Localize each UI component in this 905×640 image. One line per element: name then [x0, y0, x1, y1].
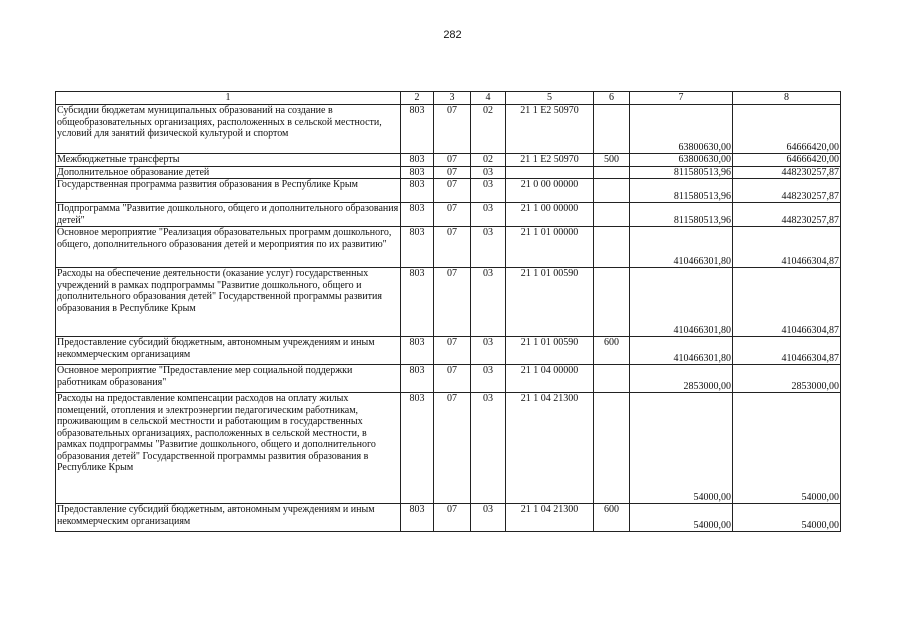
row-name: Государственная программа развития образования в Республике Крым [56, 179, 401, 203]
row-col8: 2853000,00 [733, 365, 841, 393]
row-col2: 803 [401, 393, 434, 504]
row-col5: 21 0 00 00000 [506, 179, 594, 203]
row-col8: 410466304,87 [733, 337, 841, 365]
row-col7: 54000,00 [630, 393, 733, 504]
row-col6 [594, 393, 630, 504]
row-col2: 803 [401, 179, 434, 203]
column-number: 4 [471, 92, 506, 105]
column-number: 7 [630, 92, 733, 105]
row-name: Предоставление субсидий бюджетным, автономным учреждениям и иным некоммерческим организациям [56, 504, 401, 532]
row-col7: 54000,00 [630, 504, 733, 532]
row-col2: 803 [401, 365, 434, 393]
row-col3: 07 [434, 393, 471, 504]
row-name: Межбюджетные трансферты [56, 154, 401, 167]
budget-table-body [56, 92, 841, 532]
row-col8: 410466304,87 [733, 227, 841, 268]
row-col5: 21 1 04 21300 [506, 393, 594, 504]
row-col4: 03 [471, 179, 506, 203]
table-row [56, 166, 841, 179]
row-col2: 803 [401, 504, 434, 532]
row-name: Подпрограмма "Развитие дошкольного, общего и дополнительного образования детей" [56, 203, 401, 227]
row-col5: 21 1 E2 50970 [506, 154, 594, 167]
row-col8: 64666420,00 [733, 154, 841, 167]
row-col6 [594, 227, 630, 268]
row-col5: 21 1 00 00000 [506, 203, 594, 227]
column-number: 3 [434, 92, 471, 105]
row-name: Субсидии бюджетам муниципальных образований на создание в общеобразовательных организациях, расположенных в сельской местности, условий для занятий физической культурой и спортом [56, 105, 401, 154]
row-col5: 21 1 01 00590 [506, 268, 594, 337]
row-col8: 448230257,87 [733, 203, 841, 227]
row-col7: 811580513,96 [630, 203, 733, 227]
table-row [56, 365, 841, 393]
row-col6 [594, 203, 630, 227]
row-col3: 07 [434, 179, 471, 203]
row-col6: 600 [594, 504, 630, 532]
budget-table [55, 91, 841, 532]
row-col4: 03 [471, 203, 506, 227]
table-row [56, 504, 841, 532]
column-number: 6 [594, 92, 630, 105]
row-col5: 21 1 04 00000 [506, 365, 594, 393]
row-col5: 21 1 04 21300 [506, 504, 594, 532]
row-col2: 803 [401, 105, 434, 154]
row-col2: 803 [401, 154, 434, 167]
row-col7: 63800630,00 [630, 105, 733, 154]
row-name: Основное мероприятие "Предоставление мер социальной поддержки работникам образования" [56, 365, 401, 393]
column-number: 8 [733, 92, 841, 105]
page-number: 282 [443, 29, 462, 41]
row-col6 [594, 268, 630, 337]
row-col6 [594, 365, 630, 393]
row-col7: 811580513,96 [630, 179, 733, 203]
row-col2: 803 [401, 227, 434, 268]
row-col2: 803 [401, 337, 434, 365]
row-col7: 63800630,00 [630, 154, 733, 167]
row-col4: 03 [471, 227, 506, 268]
row-col7: 410466301,80 [630, 268, 733, 337]
row-col4: 03 [471, 337, 506, 365]
row-col8: 448230257,87 [733, 166, 841, 179]
row-col4: 02 [471, 105, 506, 154]
row-col3: 07 [434, 504, 471, 532]
row-col5: 21 1 01 00000 [506, 227, 594, 268]
column-number-row [56, 92, 841, 105]
row-col4: 03 [471, 393, 506, 504]
row-col7: 410466301,80 [630, 227, 733, 268]
row-col8: 64666420,00 [733, 105, 841, 154]
row-col6 [594, 179, 630, 203]
column-number: 1 [56, 92, 401, 105]
column-number: 5 [506, 92, 594, 105]
row-col3: 07 [434, 166, 471, 179]
table-row [56, 105, 841, 154]
table-row [56, 154, 841, 167]
row-name: Расходы на обеспечение деятельности (оказание услуг) государственных учреждений в рамках подпрограммы "Развитие дошкольного, общего и дополнительного образования детей" Государственной программы развития образования в Республике Крым [56, 268, 401, 337]
table-row [56, 337, 841, 365]
row-col4: 03 [471, 365, 506, 393]
row-col3: 07 [434, 268, 471, 337]
row-col6: 600 [594, 337, 630, 365]
row-name: Основное мероприятие "Реализация образовательных программ дошкольного, общего, дополнительного образования детей и мероприятия по их развитию" [56, 227, 401, 268]
row-col3: 07 [434, 203, 471, 227]
row-col3: 07 [434, 154, 471, 167]
row-col7: 410466301,80 [630, 337, 733, 365]
row-col7: 811580513,96 [630, 166, 733, 179]
row-col8: 54000,00 [733, 393, 841, 504]
table-row [56, 268, 841, 337]
column-number: 2 [401, 92, 434, 105]
table-row [56, 203, 841, 227]
row-col2: 803 [401, 166, 434, 179]
row-col5: 21 1 01 00590 [506, 337, 594, 365]
row-col8: 410466304,87 [733, 268, 841, 337]
row-col4: 03 [471, 166, 506, 179]
row-col6 [594, 166, 630, 179]
row-col6: 500 [594, 154, 630, 167]
table-row [56, 227, 841, 268]
row-col8: 448230257,87 [733, 179, 841, 203]
table-row [56, 393, 841, 504]
row-col3: 07 [434, 365, 471, 393]
row-col2: 803 [401, 268, 434, 337]
row-name: Предоставление субсидий бюджетным, автономным учреждениям и иным некоммерческим организациям [56, 337, 401, 365]
row-col3: 07 [434, 227, 471, 268]
row-col5 [506, 166, 594, 179]
row-name: Расходы на предоставление компенсации расходов на оплату жилых помещений, отопления и электроэнергии педагогическим работникам, проживающим в сельской местности и работающим в государственных образовательных организациях, расположенных в сельской местности, в рамках подпрограммы "Развитие дошкольного, общего и дополнительного образования детей" Государственной программы развития образования в Республике Крым [56, 393, 401, 504]
row-col2: 803 [401, 203, 434, 227]
row-col4: 03 [471, 268, 506, 337]
row-col3: 07 [434, 105, 471, 154]
row-col6 [594, 105, 630, 154]
table-row [56, 179, 841, 203]
row-col4: 03 [471, 504, 506, 532]
row-col8: 54000,00 [733, 504, 841, 532]
row-col3: 07 [434, 337, 471, 365]
row-col4: 02 [471, 154, 506, 167]
row-col5: 21 1 E2 50970 [506, 105, 594, 154]
row-col7: 2853000,00 [630, 365, 733, 393]
row-name: Дополнительное образование детей [56, 166, 401, 179]
